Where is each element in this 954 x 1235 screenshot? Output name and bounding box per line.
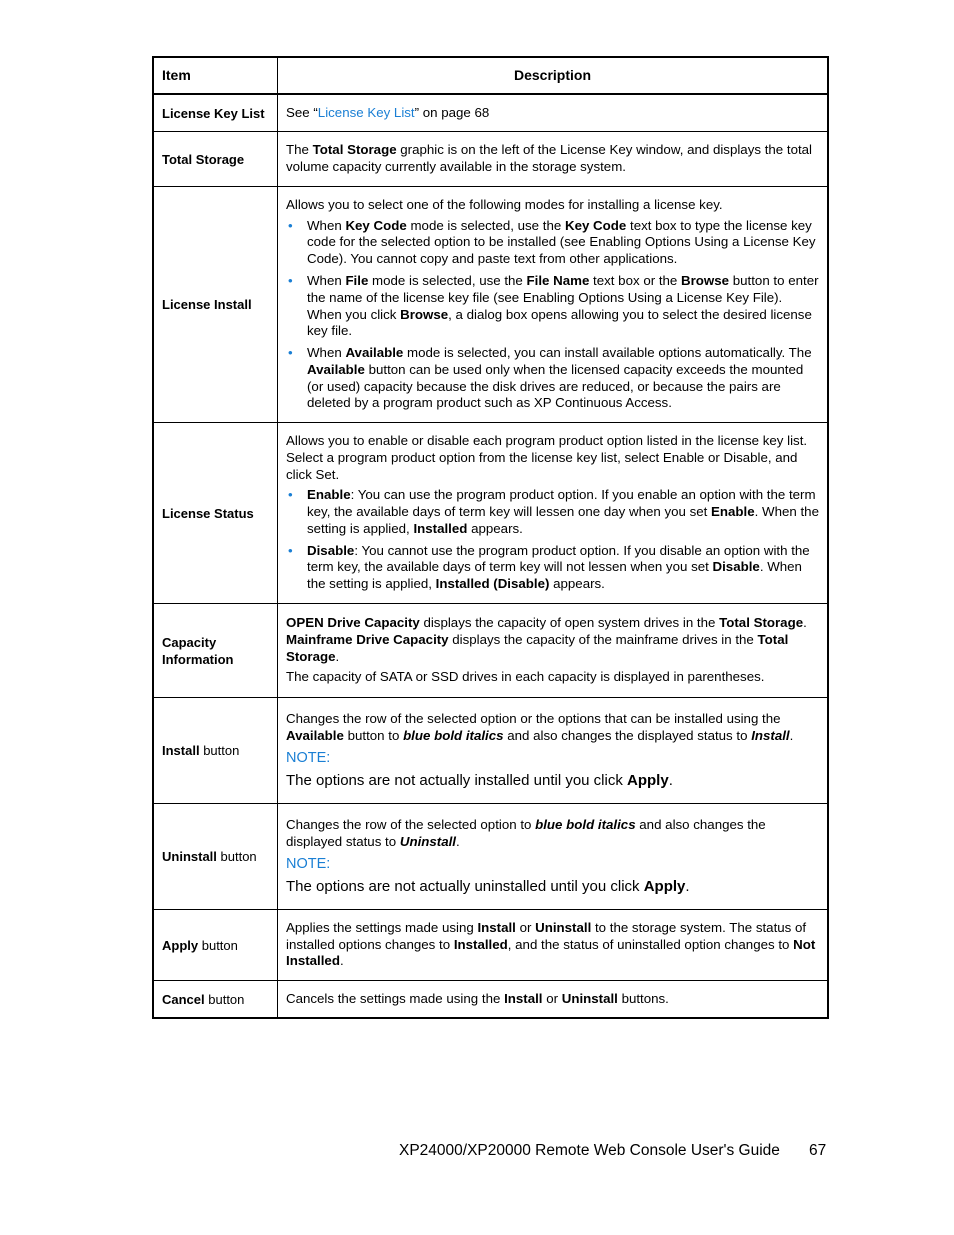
bullet-icon: • (288, 272, 293, 288)
table-row (154, 422, 827, 603)
note-label: NOTE: (286, 749, 331, 766)
note-text: The options are not actually installed until you click Apply. (286, 772, 673, 790)
table-header-row (154, 58, 827, 94)
table-row (154, 803, 827, 909)
row-description: See “License Key List” on page 68 (286, 104, 490, 120)
row-item-license-key-list: License Key List (154, 95, 278, 131)
license-key-list-link[interactable]: License Key List (317, 104, 415, 120)
row-description: Allows you to enable or disable each program product option listed in the license key list. Select a program product option from the license key list, select Enable or Disable, and click Set. • Enable: You can use the program product option. If you enable an option with the term key, the available days of term key will lessen one day when you set Enable. When the setting is applied, Installed appears. • Disable: You cannot use the program product option. If you disable an option with the term key, the available days of term key will not lessen when you set Disable. When the setting is applied, Installed (Disable) appears. (286, 432, 819, 592)
note-label: NOTE: (286, 855, 331, 872)
list-item: • When Key Code mode is selected, use the Key Code text box to type the license key code for the selected option to be installed (see Enabling Options Using a License Key Code). You cannot copy and paste text from other applications. (288, 217, 816, 267)
footer-title: XP24000/XP20000 Remote Web Console User's Guide (399, 1142, 780, 1159)
row-description: Cancels the settings made using the Install or Uninstall buttons. (286, 990, 669, 1006)
list-item: • When Available mode is selected, you can install available options automatically. The Available button can be used only when the licensed capacity exceeds the mounted (or used) capacity because the disk drives are reduced, or because the pairs are deleted by a program product such as XP Continuous Access. (288, 345, 812, 411)
bullet-icon: • (288, 542, 293, 558)
item-description-table (152, 56, 829, 1019)
row-item-capacity-information: Capacity Information (154, 604, 278, 697)
bullet-icon: • (288, 345, 293, 361)
table-row (154, 980, 827, 1017)
row-item-apply-button: Apply button (154, 910, 278, 980)
table-row (154, 94, 827, 131)
row-description: Applies the settings made using Install or Uninstall to the storage system. The status of installed options changes to Installed, and the status of uninstalled option changes to Not Installed. (286, 919, 816, 969)
row-item-install-button: Install button (154, 698, 278, 803)
bullet-icon: • (288, 217, 293, 233)
row-item-cancel-button: Cancel button (154, 981, 278, 1017)
header-description: Description (513, 67, 591, 84)
status-list (286, 487, 819, 593)
table-row (154, 909, 827, 980)
row-description: OPEN Drive Capacity displays the capacity of open system drives in the Total Storage. Mainframe Drive Capacity displays the capacity of the mainframe drives in the Total Storage. The capacity of SATA or SSD drives in each capacity is displayed in parentheses. (286, 614, 807, 685)
row-description: Allows you to select one of the following modes for installing a license key. • When Key Code mode is selected, use the Key Code text box to type the license key code for the selected option to be installed (see Enabling Options Using a License Key Code). You cannot copy and paste text from other applications. • When File mode is selected, use the File Name text box or the Browse button to enter the name of the license key file (see Enabling Options Using a License Key File). When you click Browse, a dialog box opens allowing you to select the desired license key file. • When Available mode is selected, you can install available options automatically. The Available button can be used only when the licensed capacity exceeds the mounted (or used) capacity because the disk drives are reduced, or because the pairs are deleted by a program product such as XP Continuous Access. (286, 196, 819, 411)
table-row (154, 131, 827, 186)
list-item: • Enable: You can use the program product option. If you enable an option with the term key, the available days of term key will lessen one day when you set Enable. When the setting is applied, Installed appears. (288, 487, 819, 536)
list-item: • When File mode is selected, use the File Name text box or the Browse button to enter the name of the license key file (see Enabling Options Using a License Key File). When you click Browse, a dialog box opens allowing you to select the desired license key file. (288, 272, 819, 339)
list-item: • Disable: You cannot use the program product option. If you disable an option with the term key, the available days of term key will not lessen when you set Disable. When the setting is applied, Installed (Disable) appears. (288, 542, 810, 592)
row-item-license-install: License Install (154, 187, 278, 422)
bullet-icon: • (288, 487, 293, 503)
table-row (154, 603, 827, 697)
header-item: Item (154, 58, 278, 93)
page-number: 67 (809, 1142, 827, 1159)
mode-list (286, 218, 819, 413)
row-item-license-status: License Status (154, 423, 278, 603)
table-row (154, 186, 827, 422)
row-description: The Total Storage graphic is on the left of the License Key window, and displays the total volume capacity currently available in the storage system. (286, 142, 813, 174)
note-text: The options are not actually uninstalled until you click Apply. (286, 878, 690, 896)
row-description: Changes the row of the selected option or the options that can be installed using the Available button to blue bold italics and also changes the displayed status to Install. NOTE: The options are not actually installed until you click Apply. (278, 698, 827, 803)
table-row (154, 697, 827, 803)
row-item-uninstall-button: Uninstall button (154, 804, 278, 909)
row-description: Changes the row of the selected option to blue bold italics and also changes the displayed status to Uninstall. NOTE: The options are not actually uninstalled until you click Apply. (278, 804, 827, 909)
row-item-total-storage: Total Storage (154, 132, 278, 186)
